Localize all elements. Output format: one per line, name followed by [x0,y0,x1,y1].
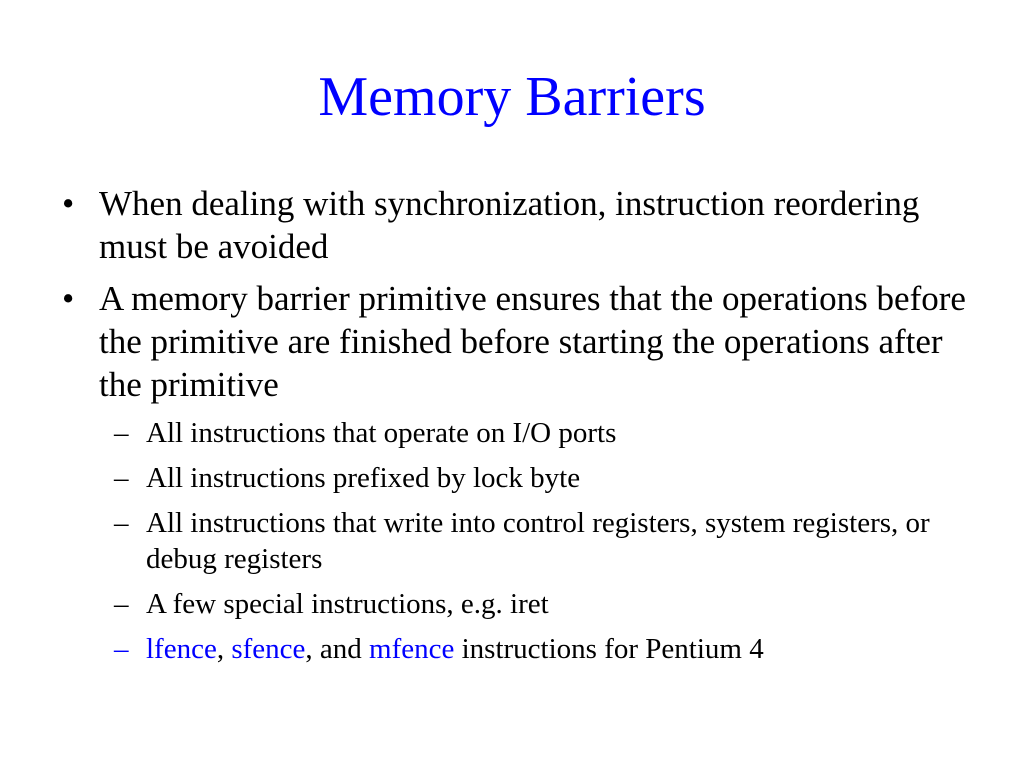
sub-bullet-item [62,586,982,622]
bullet-text: A memory barrier primitive ensures that the operations before the primitive are finished before starting the operations after the primitive [99,279,966,404]
slide-title: Memory Barriers [318,66,706,128]
separator: , and [305,633,370,665]
bullet-mark: • [62,184,75,223]
bullet-item [62,277,982,406]
slide-body [62,182,982,676]
keyword-sfence: sfence [231,633,306,665]
keyword-mfence: mfence [369,633,455,665]
dash-mark: – [114,633,129,665]
bullet-text: When dealing with synchronization, instruction reordering must be avoided [99,184,920,266]
sub-bullet-item [62,460,982,496]
dash-mark: – [114,507,129,539]
sub-bullet-text: All instructions that operate on I/O ports [146,417,617,449]
sub-bullet-text: All instructions prefixed by lock byte [146,462,581,494]
sub-bullet-item [62,415,982,451]
sub-bullet-tail: instructions for Pentium 4 [454,633,764,665]
sub-bullet-text: All instructions that write into control registers, system registers, or debug registers [146,507,930,575]
dash-mark: – [114,462,129,494]
separator: , [216,633,232,665]
dash-mark: – [114,417,129,449]
bullet-item [62,182,982,268]
sub-bullet-item-fences [62,631,982,667]
sub-bullet-item [62,505,982,577]
bullet-mark: • [62,279,75,318]
dash-mark: – [114,588,129,620]
keyword-lfence: lfence [146,633,217,665]
sub-bullet-text: A few special instructions, e.g. iret [146,588,549,620]
